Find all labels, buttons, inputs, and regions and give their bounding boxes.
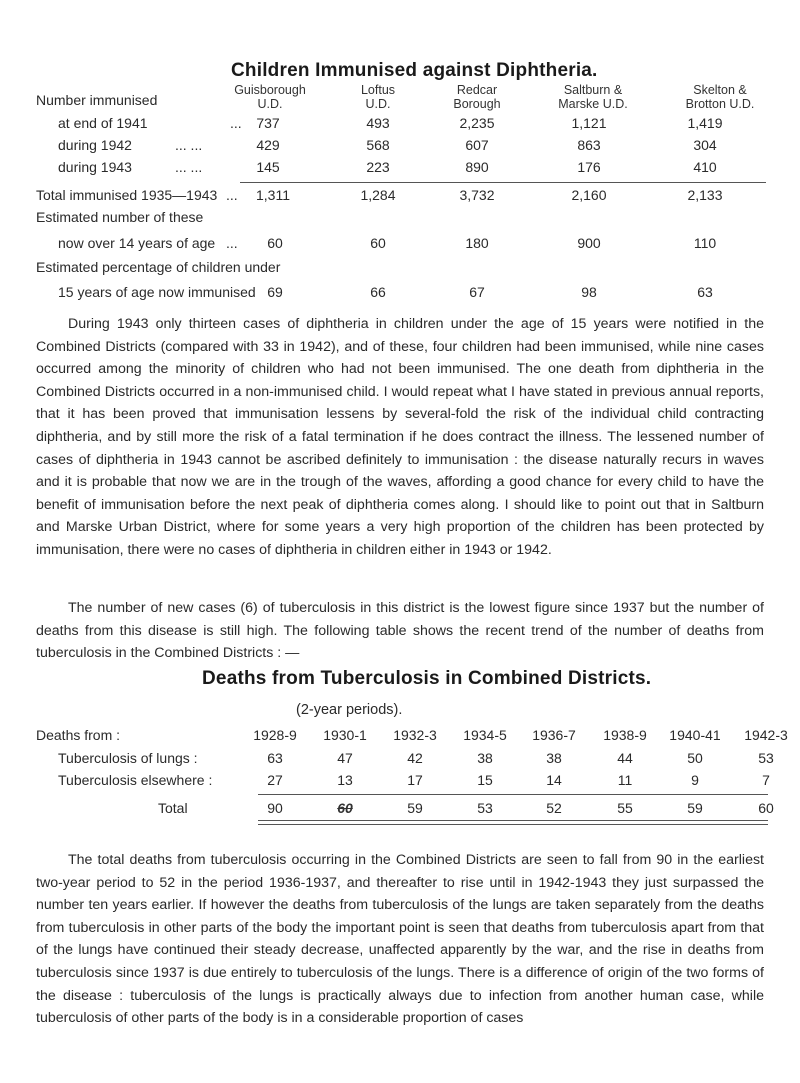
cell-value: 1,284: [360, 187, 396, 203]
row-label: during 1942: [58, 137, 132, 153]
row-dots: ... ...: [175, 137, 203, 153]
row-label: at end of 1941: [58, 115, 148, 131]
cell-value: 38: [546, 750, 562, 766]
cell-value: 2,235: [459, 115, 495, 131]
cell-value: 17: [407, 772, 423, 788]
row-dots: ...: [230, 115, 242, 131]
cell-value: 44: [617, 750, 633, 766]
row-label: Tuberculosis of lungs :: [58, 750, 198, 766]
tuberculosis-header-label: Deaths from :: [36, 727, 121, 743]
cell-value: 568: [366, 137, 390, 153]
cell-value: 1,419: [687, 115, 723, 131]
cell-value: 607: [465, 137, 489, 153]
row-label: Estimated percentage of children under: [36, 259, 281, 275]
cell-value: 42: [407, 750, 423, 766]
cell-value: 7: [762, 772, 770, 788]
cell-value: 3,732: [459, 187, 495, 203]
col-loftus: Loftus U.D.: [360, 83, 396, 111]
paragraph-diphtheria: [36, 313, 764, 562]
row-label: Total: [158, 800, 188, 816]
tuberculosis-sum-rule: [258, 794, 768, 795]
cell-value: 9: [691, 772, 699, 788]
row-label: 15 years of age now immunised: [58, 284, 256, 300]
row-dots: ...: [226, 187, 238, 203]
row-label: now over 14 years of age: [58, 235, 216, 251]
cell-value: 60: [370, 235, 386, 251]
cell-value: 59: [407, 800, 423, 816]
cell-value: 90: [267, 800, 283, 816]
period-header: 1942-3: [744, 727, 788, 743]
row-dots: ... ...: [175, 159, 203, 175]
col-saltburn: Saltburn & Marske U.D.: [558, 83, 628, 111]
cell-value: 15: [477, 772, 493, 788]
cell-value: 66: [370, 284, 386, 300]
period-header: 1938-9: [603, 727, 647, 743]
period-header: 1934-5: [463, 727, 507, 743]
diphtheria-sum-rule: [240, 182, 766, 183]
cell-value: 50: [687, 750, 703, 766]
cell-value: 98: [581, 284, 597, 300]
cell-value: 890: [465, 159, 489, 175]
row-label: during 1943: [58, 159, 132, 175]
cell-value: 1,121: [571, 115, 607, 131]
cell-value: 737: [256, 115, 280, 131]
period-header: 1928-9: [253, 727, 297, 743]
period-header: 1936-7: [532, 727, 576, 743]
paragraph-text: During 1943 only thirteen cases of diphtheria in children under the age of 15 years were notified in the Combined Districts (compared with 33 in 1942), and of these, four children had been immunised, while nine cases occurred among the minority of children who had not been immunised. The one death from diphtheria in the Combined Districts occurred in a non-immunised child. I would repeat what I have stated in previous annual reports, that it has been proved that immunisation lessens by several-fold the risk of the individual child contracting diphtheria, and by still more the risk of a fatal termination if he does contract the illness. The lessened number of cases of diphtheria in 1943 cannot be ascribed definitely to immunisation : the disease naturally recurs in waves and it is probable that now we are in the trough of the waves, affording a good chance for every child to have the benefit of immunisation before the next peak of diphtheria comes along. I should like to point out that in Saltburn and Marske Urban District, where for some years a very high proportion of the children has been protected by immunisation, there were no cases of diphtheria in children either in 1943 or 1942.: [36, 316, 764, 558]
col-skelton: Skelton & Brotton U.D.: [685, 83, 755, 111]
paragraph-tuberculosis-intro: [36, 597, 764, 665]
cell-value: 13: [337, 772, 353, 788]
cell-value: 55: [617, 800, 633, 816]
cell-value: 53: [758, 750, 774, 766]
cell-value: 145: [256, 159, 280, 175]
period-header: 1930-1: [323, 727, 367, 743]
cell-value: 63: [267, 750, 283, 766]
cell-value: 410: [693, 159, 717, 175]
cell-value: 900: [577, 235, 601, 251]
cell-value: 60: [267, 235, 283, 251]
cell-value: 14: [546, 772, 562, 788]
cell-value: 110: [693, 235, 717, 251]
tuberculosis-total-double-rule: [258, 820, 768, 825]
diphtheria-header-label: Number immunised: [36, 92, 158, 108]
cell-value: 27: [267, 772, 283, 788]
cell-value: 429: [256, 137, 280, 153]
cell-value: 52: [546, 800, 562, 816]
cell-value: 863: [577, 137, 601, 153]
cell-value: 38: [477, 750, 493, 766]
period-header: 1940-41: [669, 727, 721, 743]
cell-value: 304: [693, 137, 717, 153]
col-redcar: Redcar Borough: [453, 83, 501, 111]
cell-value: 60: [337, 800, 353, 816]
row-label: Tuberculosis elsewhere :: [58, 772, 213, 788]
cell-value: 60: [758, 800, 774, 816]
cell-value: 180: [465, 235, 489, 251]
tuberculosis-table-subtitle: (2-year periods).: [296, 702, 403, 718]
cell-value: 176: [577, 159, 601, 175]
cell-value: 63: [697, 284, 713, 300]
period-header: 1932-3: [393, 727, 437, 743]
row-label: Total immunised 1935—1943: [36, 187, 218, 203]
cell-value: 493: [366, 115, 390, 131]
cell-value: 2,133: [687, 187, 723, 203]
paragraph-tuberculosis-analysis: [36, 849, 764, 1030]
cell-value: 223: [366, 159, 390, 175]
cell-value: 1,311: [256, 187, 290, 203]
col-guisborough: Guisborough U.D.: [234, 83, 306, 111]
cell-value: 11: [617, 772, 633, 788]
cell-value: 53: [477, 800, 493, 816]
cell-value: 59: [687, 800, 703, 816]
row-dots: ...: [226, 235, 238, 251]
tuberculosis-table-title: Deaths from Tuberculosis in Combined Districts.: [202, 668, 652, 689]
row-label: Estimated number of these: [36, 209, 204, 225]
diphtheria-table-title: Children Immunised against Diphtheria.: [231, 60, 598, 81]
cell-value: 69: [267, 284, 283, 300]
paragraph-text: The total deaths from tuberculosis occurring in the Combined Districts are seen to fall from 90 in the earliest two-year period to 52 in the period 1936-1937, and thereafter to rise until in 1942-1943 they just surpassed the number ten years earlier. If however the deaths from tuberculosis of the lungs are taken separately from the deaths from tuberculosis in other parts of the body the important point is seen that deaths from tuberculosis apart from that of the lungs have continued their steady decrease, unaffected apparently by the war, and the rise in deaths from tuberculosis since 1937 is due entirely to tuberculosis of the lungs. There is a difference of origin of the two forms of the disease : tuberculosis of the lungs is practically always due to infection from another human case, while tuberculosis of other parts of the body is in a considerable proportion of cases: [36, 852, 764, 1027]
paragraph-text: The number of new cases (6) of tuberculosis in this district is the lowest figure since 1937 but the number of deaths from this disease is still high. The following table shows the recent trend of the number of deaths from tuberculosis in the Combined Districts : —: [36, 600, 764, 662]
cell-value: 2,160: [571, 187, 607, 203]
cell-value: 47: [337, 750, 353, 766]
cell-value: 67: [469, 284, 485, 300]
